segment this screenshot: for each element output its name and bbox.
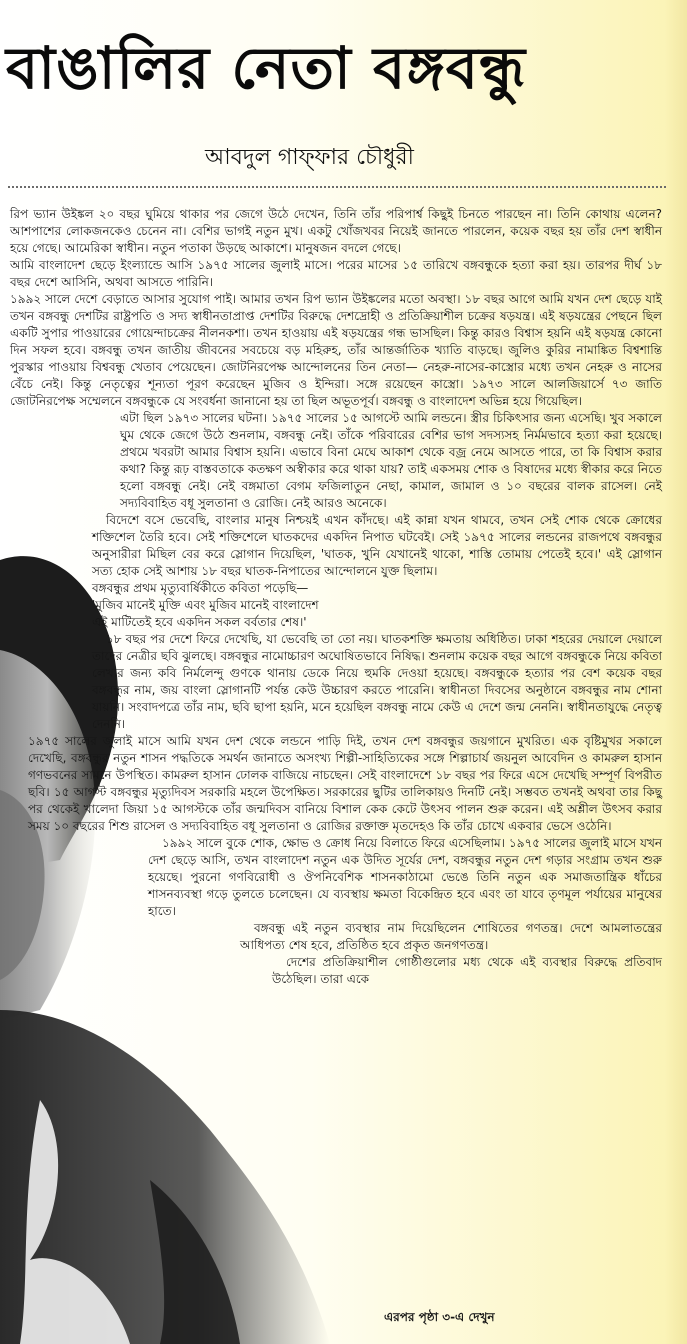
headline: বাঙালির নেতা বঙ্গবন্ধু (6, 34, 527, 102)
article-paragraph: আমি বাংলাদেশ ছেড়ে ইংল্যান্ডে আসি ১৯৭৫ সালের জুলাই মাসে। পরের মাসের ১৫ তারিখে বঙ্গবন্ধুকে হত্যা করা হয়। তারপর দীর্ঘ ১৮ বছর দেশে আসিনি, অথবা আসতে পারিনি। (10, 258, 662, 289)
poem-line: 'মুজিব মানেই মুক্তি এবং মুজিব মানেই বাংলাদেশ (92, 598, 319, 612)
article-paragraph: ১৮ বছর পর দেশে ফিরে দেখেছি, যা ভেবেছি তা তো নয়। ঘাতকশক্তি ক্ষমতায় অধিষ্ঠিত। ঢাকা শহরের দেয়ালে দেয়ালে তাদের নেত্রীর ছবি ঝুলছে। বঙ্গবন্ধুর নামোচ্চারণ অঘোষিতভাবে নিষিদ্ধ। শুনলাম কয়েক বছর আগে বঙ্গবন্ধুকে নিয়ে কবিতা লেখার জন্য কবি নির্মলেন্দু গুণকে থানায় ডেকে নিয়ে হুমকি দেওয়া হয়েছে। বঙ্গবন্ধুকে হত্যার পর বেশ কয়েক বছর বঙ্গবন্ধুর নাম, জয় বাংলা স্লোগানটি পর্যন্ত কেউ উচ্চারণ করতে পারেনি। স্বাধীনতা দিবসের অনুষ্ঠানে বঙ্গবন্ধুর নাম শোনা যায়নি। সংবাদপত্রে তাঁর নাম, ছবি ছাপা হয়নি, মনে হয়েছিল বঙ্গবন্ধু নামে কেউ এ দেশে জন্ম নেননি। স্বাধীনতাযুদ্ধে নেতৃত্ব দেননি। (92, 632, 662, 731)
article-paragraph: ১৯৯২ সালে বুকে শোক, ক্ষোভ ও ক্রোধ নিয়ে বিলাতে ফিরে এসেছিলাম। ১৯৭৫ সালের জুলাই মাসে যখন দেশ ছেড়ে আসি, তখন বাংলাদেশ নতুন এক উদিত সূর্যের দেশ, বঙ্গবন্ধুর নতুন দেশ গড়ার সংগ্রাম তখন শুরু হয়েছে। পুরনো গণবিরোধী ও ঔপনিবেশিক শাসনকাঠামো ভেঙে তিনি নতুন এক সমাজতান্ত্রিক ধাঁচের শাসনব্যবস্থা গড়ে তুলতে চলেছেন। যে ব্যবস্থায় ক্ষমতা বিকেন্দ্রিত হবে এবং তা যাবে তৃণমূল পর্যায়ের মানুষের হাতে। (148, 836, 662, 918)
article-paragraph: ১৯৯২ সালে দেশে বেড়াতে আসার সুযোগ পাই। আমার তখন রিপ ভ্যান উইঙ্কলের মতো অবস্থা। ১৮ বছর আগে আমি যখন দেশ ছেড়ে যাই তখন বঙ্গবন্ধু দেশটির রাষ্ট্রপতি ও সদ্য স্বাধীনতাপ্রাপ্ত দেশটির বিরুদ্ধে দেশদ্রোহী ও প্রতিক্রিয়াশীল চক্রের ষড়যন্ত্র। এই ষড়যন্ত্রের পেছনে ছিল একটি সুপার পাওয়ারের গোয়েন্দাচক্রের নীলনকশা। তখন হাওয়ায় এই ষড়যন্ত্রের গন্ধ ভাসছিল। কিন্তু কারও বিশ্বাস হয়নি এই ষড়যন্ত্র কোনো দিন সফল হবে। বঙ্গবন্ধু তখন জাতীয় জীবনের সবচেয়ে বড় মহিরুহ, তাঁর আন্তর্জাতিক খ্যাতি বাড়ছে। জুলিও কুরির নামাঙ্কিত বিশ্বশান্তি পুরস্কার পাওয়ায় বিশ্ববন্ধু খেতাব পেয়েছেন। জোটনিরপেক্ষ আন্দোলনের তিন নেতা— নেহরু-নাসের-কাস্ত্রোর মধ্যে তখন নেহরু ও নাসের বেঁচে নেই। কিন্তু নেতৃত্বের শূন্যতা পূরণ করেছেন মুজিব ও ইন্দিরা। সঙ্গে রয়েছেন কাস্ত্রো। ১৯৭৩ সালে আলজিয়ার্সে ৭৩ জাতি জোটনিরপেক্ষ সম্মেলনে বঙ্গবন্ধুকে যে সংবর্ধনা জানানো হয় তা ছিল অভূতপূর্ব। বঙ্গবন্ধু ও বাংলাদেশ অভিন্ন হয়ে গিয়েছিল। (10, 292, 662, 408)
article-paragraph: রিপ ভ্যান উইঙ্কল ২০ বছর ঘুমিয়ে থাকার পর জেগে উঠে দেখেন, তিনি তাঁর পরিপার্শ্ব কিছুই চিনতে পারছেন না। তিনি কোথায় এলেন? আশপাশের লোকজনকেও চেনেন না। বেশির ভাগই নতুন মুখ। একটু খোঁজখবর নিয়েই জানতে পারলেন, কয়েক বছর হয় তাঁর দেশ স্বাধীন হয়ে গেছে। আমেরিকা স্বাধীন। নতুন পতাকা উড়ছে আকাশে। মানুষজন বদলে গেছে। (10, 207, 662, 255)
author-byline: আবদুল গাফ্‌ফার চৌধুরী (205, 145, 414, 170)
article-paragraph: দেশের প্রতিক্রিয়াশীল গোষ্ঠীগুলোর মধ্য থেকে এই ব্যবস্থার বিরুদ্ধে প্রতিবাদ উঠেছিল। তারা একে (272, 955, 662, 986)
dotted-divider (8, 186, 666, 188)
article-paragraph: বঙ্গবন্ধুর প্রথম মৃত্যুবার্ষিকীতে কবিতা পড়েছি— (92, 581, 309, 595)
continuation-note: এরপর পৃষ্ঠা ৩-এ দেখুন (384, 1310, 495, 1324)
poem-line: এই মাটিতেই হবে একদিন সকল বর্বতার শেষ।' (92, 615, 307, 629)
article-paragraph: এটা ছিল ১৯৭৩ সালের ঘটনা। ১৯৭৫ সালের ১৫ আগস্টে আমি লন্ডনে। স্ত্রীর চিকিৎসার জন্য এসেছি। খুব সকালে ঘুম থেকে জেগে উঠে শুনলাম, বঙ্গবন্ধু নেই। তাঁকে পরিবারের বেশির ভাগ সদস্যসহ নির্মমভাবে হত্যা করা হয়েছে। প্রথমে খবরটা আমার বিশ্বাস হয়নি। এভাবে বিনা মেঘে আকাশ থেকে বজ্র নেমে আসতে পারে, তা কি বিশ্বাস করার কথা? কিন্তু রূঢ় বাস্তবতাকে কতক্ষণ অস্বীকার করে থাকা যায়? তাই একসময় শোক ও বিষাদের মধ্যে স্বীকার করে নিতে হলো বঙ্গবন্ধু নেই। নেই বঙ্গমাতা বেগম ফজিলাতুন নেছা, কামাল, জামাল ও ১০ বছরের বালক রাসেল। নেই সদ্যবিবাহিত বধূ সুলতানা ও রোজি। নেই আরও অনেকে। (120, 411, 662, 510)
page-edge-shading (665, 0, 687, 1344)
article-paragraph: ১৯৭৫ সালের জুলাই মাসে আমি যখন দেশ থেকে লন্ডনে পাড়ি দিই, তখন দেশ বঙ্গবন্ধুর জয়গানে মুখরিত। এক বৃষ্টিমুখর সকালে দেখেছি, বঙ্গবন্ধুর নতুন শাসন পদ্ধতিকে সমর্থন জানাতে অসংখ্য শিল্পী-সাহিত্যিকের সঙ্গে শিল্পাচার্য জয়নুল আবেদিন ও কামরুল হাসান গণভবনের সামনে উপস্থিত। কামরুল হাসান ঢোলক বাজিয়ে নাচছেন। সেই বাংলাদেশে ১৮ বছর পর ফিরে এসে দেখেছি সম্পূর্ণ বিপরীত ছবি। ১৫ আগস্ট বঙ্গবন্ধুর মৃত্যুদিবস সরকারি মহলে উপেক্ষিত। সরকারের ছুটির তালিকায়ও দিনটি নেই। সম্ভবত তখনই অথবা তার কিছু পর থেকেই খালেদা জিয়া ১৫ আগস্টকে তাঁর জন্মদিবস বানিয়ে বিশাল কেক কেটে উৎসব পালন শুরু করেন। এই অশ্লীল উৎসব করার সময় ১০ বছরের শিশু রাসেল ও সদ্যবিবাহিত বধূ সুলতানা ও রোজির রক্তাক্ত মৃতদেহও কি তাঁর চোখে একবার ভেসে ওঠেনি। (28, 734, 662, 833)
article-body (10, 206, 662, 988)
article-paragraph: বিদেশে বসে ভেবেছি, বাংলার মানুষ নিশ্চয়ই এখন কাঁদছে। এই কান্না যখন থামবে, তখন সেই শোক থেকে ক্রোধের শক্তিশেল তৈরি হবে। সেই শক্তিশেলে ঘাতকদের একদিন নিপাত ঘটবেই। সেই ১৯৭৫ সালের লন্ডনের রাজপথে বঙ্গবন্ধুর অনুসারীরা মিছিল বের করে স্লোগান দিয়েছিল, 'ঘাতক, খুনি যেখানেই থাকো, শাস্তি তোমায় পেতেই হবে।' এই স্লোগান সত্য হোক সেই আশায় ১৮ বছর ঘাতক-নিপাতের আন্দোলনে যুক্ত ছিলাম। (92, 513, 662, 578)
article-paragraph: বঙ্গবন্ধু এই নতুন ব্যবস্থার নাম দিয়েছিলেন শোষিতের গণতন্ত্র। দেশে আমলাতন্ত্রের আধিপত্য শেষ হবে, প্রতিষ্ঠিত হবে প্রকৃত জনগণতন্ত্র। (240, 921, 662, 952)
